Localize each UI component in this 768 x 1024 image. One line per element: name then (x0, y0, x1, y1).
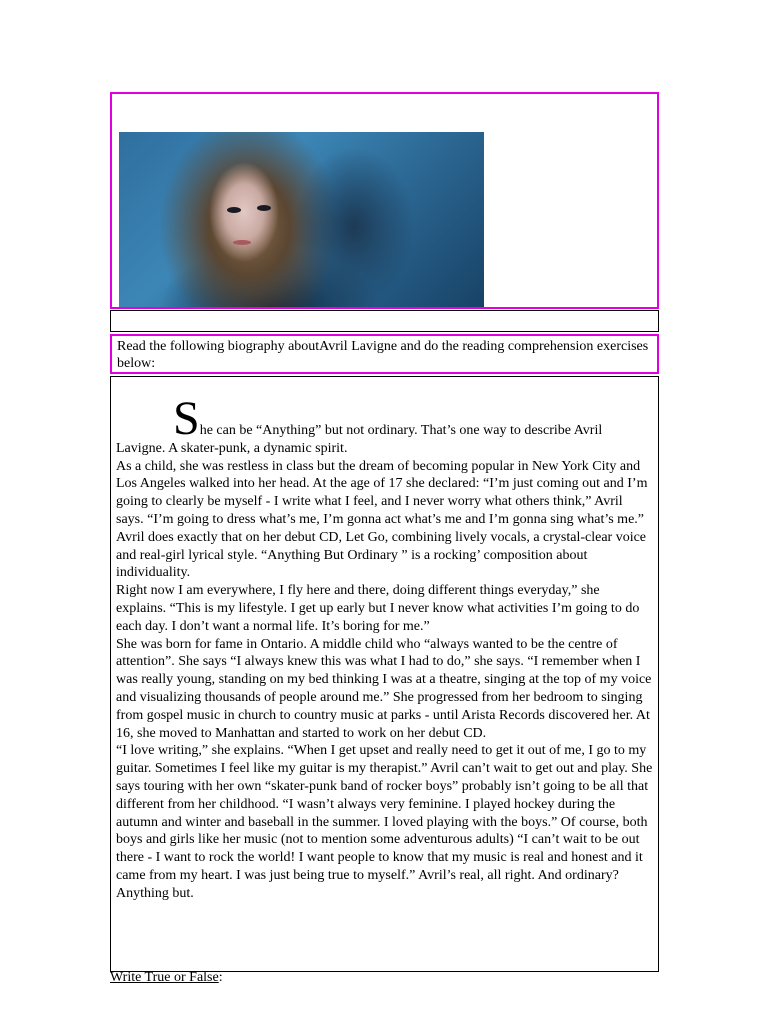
exercise-heading (110, 970, 223, 986)
bio-paragraph: She was born for fame in Ontario. A middle child who “always wanted to be the centre of attention”. She says “I always knew this was what I had to do,” she says. “I remember when I was really young, standing on my bed thinking I was at a theatre, singing at the top of my voice and visualizing thousands of people around me.” She progressed from her bedroom to singing from gospel music in church to country music at parks - until Arista Records discovered her. At 16, she moved to Manhattan and started to work on her debut CD. (116, 636, 652, 741)
bio-paragraph: As a child, she was restless in class but the dream of becoming popular in New York City and Los Angeles walked into her head. At the age of 17 she declared: “I’m just coming out and I’m going to clearly be myself - I write what I feel, and I never worry what others think,” Avril says. “I’m going to dress what’s me, I’m gonna act what’s me and I’m gonna sing what’s me.” Avril does exactly that on her debut CD, Let Go, combining lively vocals, a crystal-clear voice and real-girl lyrical style. “Anything But Ordinary ” is a rocking’ composition about individuality. (116, 458, 648, 581)
bio-opening (116, 392, 653, 458)
portrait-photo (119, 132, 484, 307)
empty-table-row (110, 310, 659, 332)
drop-cap: S (173, 392, 200, 445)
image-frame (110, 92, 659, 309)
exercise-label: Write True or False (110, 970, 219, 985)
bio-first-line: he can be “Anything” but not ordinary. That’s one way to describe Avril Lavigne. A skater-punk, a dynamic spirit. (116, 423, 603, 456)
bio-paragraph: Right now I am everywhere, I fly here and there, doing different things everyday,” she explains. “This is my lifestyle. I get up early but I never know what activities I’m going to do each day. I don’t want a normal life. It’s boring for me.” (116, 583, 640, 634)
biography-text (110, 376, 659, 972)
instructions-box (110, 334, 659, 374)
exercise-colon: : (218, 970, 223, 985)
bio-paragraph: “I love writing,” she explains. “When I get upset and really need to get it out of me, I go to my guitar. Sometimes I feel like my guitar is my therapist.” Avril can’t wait to get out and play. She says touring with her own “skater-punk band of rocker boys” probably isn’t going to be all that different from her childhood. “I wasn’t always very feminine. I played hockey during the autumn and winter and baseball in the summer. I loved playing with the boys.” Of course, both boys and girls like her music (not to mention some adventurous adults) “I can’t wait to be out there - I want to rock the world! I want people to know that my music is real and honest and it came from my heart. I was just being true to myself.” Avril’s real, all right. And ordinary? Anything but. (116, 743, 653, 901)
instructions-text: Read the following biography aboutAvril Lavigne and do the reading comprehension exercises below: (117, 339, 649, 371)
